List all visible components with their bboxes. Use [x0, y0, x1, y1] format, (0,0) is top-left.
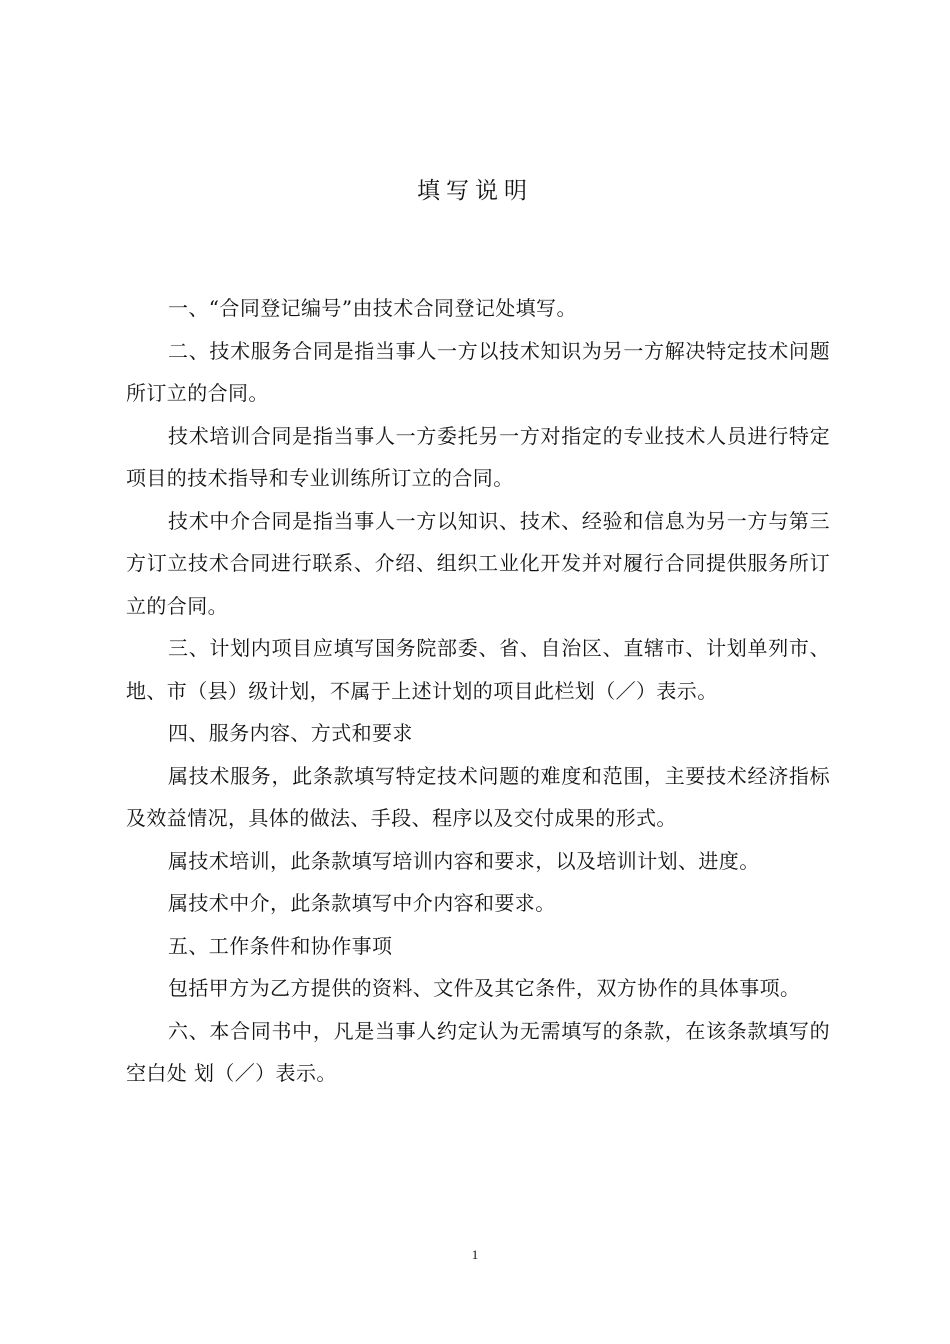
paragraph-planned-projects: 三、计划内项目应填写国务院部委、省、自治区、直辖市、计划单列市、地、市（县）级计划，不属于上述计划的项目此栏划（／）表示。 [126, 636, 830, 703]
page-number: 1 [471, 1247, 479, 1262]
paragraph-service-content-heading: 四、服务内容、方式和要求 [168, 721, 413, 745]
paragraph-training-content: 属技术培训，此条款填写培训内容和要求，以及培训计划、进度。 [168, 848, 760, 873]
document-title: 填写说明 [417, 178, 533, 204]
paragraph-technical-intermediary: 技术中介合同是指当事人一方以知识、技术、经验和信息为另一方与第三方订立技术合同进行联系、介绍、组织工业化开发并对履行合同提供服务所订立的合同。 [126, 508, 830, 618]
document-body [126, 287, 830, 1095]
paragraph-working-conditions: 包括甲方为乙方提供的资料、文件及其它条件，双方协作的具体事项。 [168, 976, 801, 1000]
paragraph-blank-clauses: 六、本合同书中，凡是当事人约定认为无需填写的条款，在该条款填写的空白处 划（／）表示。 [126, 1018, 830, 1085]
paragraph-service-content: 属技术服务，此条款填写特定技术问题的难度和范围，主要技术经济指标及效益情况，具体的做法、手段、程序以及交付成果的形式。 [126, 763, 830, 830]
paragraph-technical-training: 技术培训合同是指当事人一方委托另一方对指定的专业技术人员进行特定项目的技术指导和专业训练所订立的合同。 [126, 423, 830, 490]
paragraph-technical-service: 二、技术服务合同是指当事人一方以技术知识为另一方解决特定技术问题所订立的合同。 [126, 338, 830, 405]
paragraph-intermediary-content: 属技术中介，此条款填写中介内容和要求。 [168, 891, 556, 915]
paragraph-contract-number: 一、“合同登记编号”由技术合同登记处填写。 [168, 296, 577, 320]
paragraph-working-conditions-heading: 五、工作条件和协作事项 [168, 933, 393, 958]
